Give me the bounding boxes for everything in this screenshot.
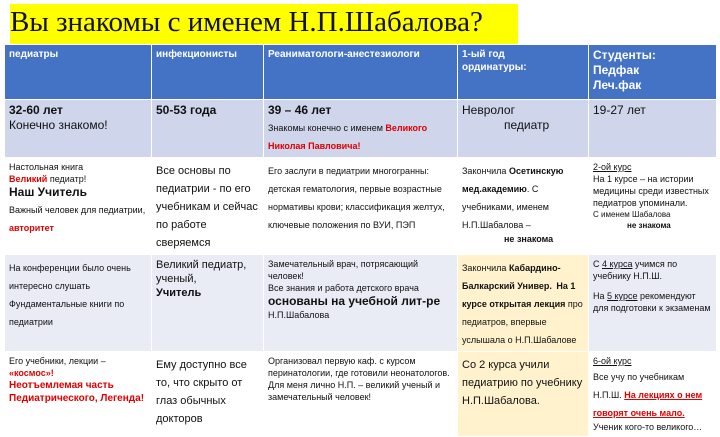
cell-infectionists-teacher: Великий педиатр, ученый, Учитель <box>152 255 264 352</box>
survey-table <box>4 44 717 437</box>
cell-students-opinion: 2-ой курс На 1 курсе – на истории медицины среди известных педиатров упоминали. С именем Шабалова не знакома <box>589 158 717 255</box>
cell-residents-textbook: Со 2 курса учили педиатрию по учебнику Н.П.Шабалова. <box>458 352 589 437</box>
header-students: Студенты: Педфак Леч.фак <box>589 45 717 100</box>
table-header-row <box>5 45 717 100</box>
cell-students-sixth-year: 6-ой курс Все учу по учебникам Н.П.Ш. На лекциях о нем говорят очень мало. Ученик кого-то великого… <box>589 352 717 437</box>
header-resuscitators: Реаниматологи-анестезиологи <box>264 45 458 100</box>
cell-infectionists-opinion: Все основы по педиатрии - по его учебникам и сейчас по работе сверяемся <box>152 158 264 255</box>
cell-resuscitators-age: 39 – 46 лет Знакомы конечно с именем Великого Николая Павловича! <box>264 100 458 158</box>
header-residents: 1-ый год ординатуры: <box>458 45 589 100</box>
cell-residents-opinion: Закончила Осетинскую мед.академию. С учебниками, именем Н.П.Шабалова – не знакома <box>458 158 589 255</box>
cell-students-age: 19-27 лет <box>589 100 717 158</box>
cell-infectionists-age: 50-53 года <box>152 100 264 158</box>
table-row <box>5 100 717 158</box>
cell-residents-specialty: Невролог педиатр <box>458 100 589 158</box>
cell-pediatricians-legend: Его учебники, лекции – «космос»! Неотъемлемая часть Педиатрического, Легенда! <box>5 352 152 437</box>
cell-pediatricians-age: 32-60 лет Конечно знакомо! <box>5 100 152 158</box>
table-row <box>5 255 717 352</box>
table-row <box>5 158 717 255</box>
cell-resuscitators-knowledge: Замечательный врач, потрясающий человек! Все знания и работа детского врача основаны на учебной лит-ре Н.П.Шабалова <box>264 255 458 352</box>
cell-pediatricians-opinion: Настольная книга Великий педиатр! Наш Учитель Важный человек для педиатрии, авторитет <box>5 158 152 255</box>
page-title: Вы знакомы с именем Н.П.Шабалова? <box>10 6 483 38</box>
cell-resuscitators-opinion: Его заслуги в педиатрии многогранны: детская гематология, первые возрастные нормативы крови; классификация желтух, ключевые положения по ВУИ, ПЭП <box>264 158 458 255</box>
header-pediatricians: педиатры <box>5 45 152 100</box>
cell-students-courses: С 4 курса учимся по учебнику Н.П.Ш. На 5 курсе рекомендуют для подготовки к экзаменам <box>589 255 717 352</box>
cell-resuscitators-department: Организовал первую каф. с курсом перинатологии, где готовили неонатологов. Для меня лично Н.П. – великий ученый и замечательный человек! <box>264 352 458 437</box>
header-infectionists: инфекционисты <box>152 45 264 100</box>
cell-infectionists-insight: Ему доступно все то, что скрыто от глаз обычных докторов <box>152 352 264 437</box>
table-row <box>5 352 717 437</box>
cell-residents-lecture: Закончила Кабардино-Балкарский Универ. На 1 курсе открытая лекция про педиатров, впервые услышала о Н.П.Шабалове <box>458 255 589 352</box>
cell-pediatricians-conference: На конференции было очень интересно слушать Фундаментальные книги по педиатрии <box>5 255 152 352</box>
